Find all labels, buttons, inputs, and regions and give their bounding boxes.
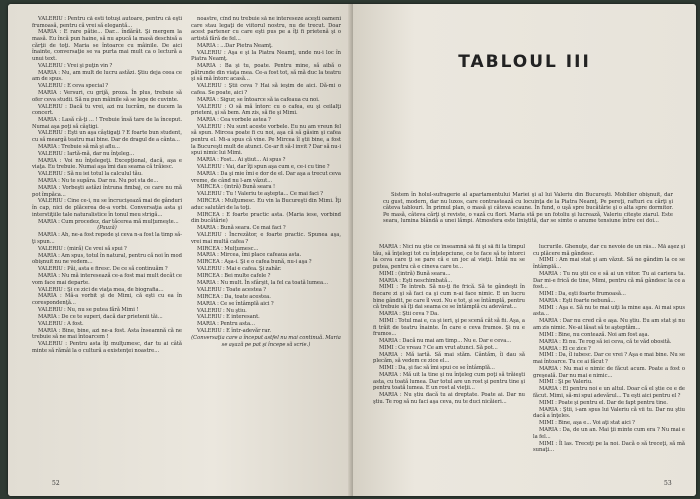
- dialogue-line: MARIA : Versuri, cu grijă, proza. În plus, trebuie să ofer ceva studii. Să nu pun mâinile să se lege de cuvinte.: [32, 90, 182, 103]
- dialogue-line: MIMI : Bine, nu contează. Noi am fost aşa.: [539, 331, 650, 338]
- dialogue-line: MARIA : Nu, am mult de lucru astăzi. Ştiu deja ceea ce am de spus.: [32, 69, 182, 83]
- dialogue-line: MARIA : E rare pătie... Dar... îndărăt. Şi mergem la masă. Eu încă pun haine, să nu apucă la masă deschisă a cărţii de toţi. Maria se întoarce cu mâinile. De aici înainte, conversaţie se va purta mai mult ca o lectură a unui text.: [32, 29, 182, 62]
- dialogue-line: MIRCEA : Mulţumesc...: [197, 245, 259, 252]
- dialogue-line: VALERIU : Mai e cafea. Şi zahăr.: [197, 266, 282, 273]
- dialogue-line: MARIA : Nu mult. În sfârşit, la fel ca toată lumea...: [197, 279, 329, 286]
- dialogue-line: VALERIU : (miră) Ce vrei să spui ?: [38, 245, 127, 252]
- dialogue-line: MARIA : Ştii, i-am spus lui Valeriu că vii tu. Dar nu ştiu dacă a înţeles.: [533, 406, 685, 420]
- dialogue-line: MARIA : Eşti neschimbată...: [379, 277, 453, 284]
- dialogue-line: MIRCEA : Bei multe cafele ?: [197, 273, 271, 280]
- dialogue-line: MIMI : Te întreb. Să nu-ţi fie frică. Să te gândeşti în fiecare zi şi să faci ca şi cum n-ai face nimic. E un lucru bine gândit, pe care îl vezi. Nu e tot, şi se întâmplă, pentru că trebuie să îţi dai seama ce se întâmplă cu adevărat...: [373, 284, 525, 311]
- dialogue-line: VALERIU : Ştii ceva ? Hai să ieşim de aici. Dă-mi o cafea. Se poate, aici ?: [191, 83, 341, 96]
- book-spread: [8, 4, 696, 496]
- dialogue-line: MARIA : Trebuie să mă şi aflu...: [38, 143, 120, 150]
- dialogue-line: MARIA : Ba şi tu, poate. Pentru mine, să aibă o pătrunde din viaţa mea. Ce-a fost tot, să mă duc la teatru şi să mă întorc acasă...: [191, 63, 341, 83]
- act-title: TABLOUL III: [458, 52, 591, 72]
- dialogue-line: (Pauză): [97, 225, 117, 232]
- dialogue-line: MARIA : Nu ştiu dacă tu ai dreptate. Poate ai. Dar nu ştiu. Te rog să nu faci aşa ceva, nu te duci nicăieri...: [373, 392, 525, 405]
- dialogue-line: MIMI : Îl las. Treceţi pe la noi. Dacă o să treceţi, să mă sunaţi...: [533, 440, 685, 454]
- dialogue-line: MARIA : Tu nu ştii ce e să ai un viitor. Tu ai cariera ta. Dar mi-e frică de tine, Mimi, pentru că mă gândesc la ce a fost...: [533, 270, 685, 291]
- dialogue-line: MARIA : Bună seara. Ce mai faci ?: [197, 225, 286, 232]
- dialogue-line: MARIA : Dar nu cred că e aşa. Nu ştiu. Eu am stat şi nu am zis nimic. Ne-ai lăsat să te aşteptăm...: [533, 318, 685, 331]
- dialogue-line: MIRCEA : E foarte practic asta. (Maria iese, vorbind din bucătărie): [191, 211, 341, 225]
- dialogue-line: MIRCEA : Aşa-i. Şi e o cafea bună, nu-i aşa ?: [197, 259, 312, 266]
- dialogue-line: VALERIU : Nu sunt aceste vorbele. Eu nu am vreun fel să spun. Mircea poate fi cu noi, aşa că să găsim şi cafea pentru el. Mi-a spus că vine. Pe Mircea îl ştii bine, a fost la Bucureşti mult de atunci. Ce-ar fi să-l invit ? Dar să nu-i spui nimic lui Mimi.: [191, 123, 341, 157]
- right-page-column-2: [533, 244, 685, 472]
- dialogue-line: MIMI : Da, şi fac să îmi spui ce se întâmplă...: [379, 365, 495, 372]
- dialogue-line: VALERIU : Nu, nu se putea fără Mimi !: [38, 306, 139, 313]
- dialogue-line: MARIA : Dacă nu mai am timp... Nu e. Dar e ceva...: [379, 338, 512, 345]
- dialogue-line: MIMI : Da, îl iubesc. Dar ce vrei ? Aşa e mai bine. Nu se mai întoarce. Tu ce ai făcut ?: [533, 352, 685, 366]
- dialogue-line: MIMI : Aşa e. Să nu te mai uiţi la mine aşa. Ai mai spus asta...: [533, 304, 685, 318]
- dialogue-line: MARIA : Nici nu ştie ce înseamnă să fii şi să fii la timpul tău, să înţelegi tot cu înţelepciune, ce te face să te întorci la ceva care ţi se pare că e un joc al vieţii. Întâi nu se putea, pentru că e cineva care te...: [373, 244, 525, 270]
- dialogue-line: MIMI : Poate şi pentru el. Dar de fapt pentru tine.: [539, 399, 668, 406]
- dialogue-line: MARIA : ...Dar Pietra Neamţ.: [197, 42, 273, 49]
- dialogue-line: MARIA : Eşti foarte nebună...: [539, 297, 616, 304]
- dialogue-line: MARIA : Mă uit la tine şi nu înţeleg cum poţi să trăieşti asta, cu toată lumea. Dar totul are un rost şi pentru tine şi pentru toată lumea. E un rost al vieţii...: [373, 372, 525, 392]
- right-page-column-1: [373, 244, 525, 472]
- dialogue-line: MARIA : De ce te superi, dacă dar prietenii tăi...: [38, 313, 163, 320]
- dialogue-line: VALERIU : Cine ce-i, nu se încrucişează mai de gânduri în cap, nici de plăcerea de-a vorbi. Conversaţia asta şi interstiţiile tale naturalistice în tonul meu strigă...: [32, 198, 182, 218]
- dialogue-line: VALERIU : Nu ştiu.: [197, 307, 247, 314]
- dialogue-line: noastre, cînd nu trebuie să ne intereseze aceşti oameni care stau legaţi de viitorul nostru, nu de trecut. Doar acest partener cu care eşti pus pe a îţi fi prietenă şi o artistă fără de fel...: [191, 16, 341, 42]
- dialogue-line: MARIA : Pentru asta...: [197, 321, 256, 328]
- dialogue-line: MARIA : El ce zice ?: [539, 345, 591, 352]
- dialogue-line: MARIA : Sigur, se întoarce să ia cafeaua cu noi.: [197, 96, 320, 103]
- dialogue-line: MARIA : Voi nu înţelegeţi. Excepţional, dacă, aşa e viaţa. Eu trebuie. Numai aşa îmi dau seama că trăiesc.: [32, 157, 182, 171]
- dialogue-line: VALERIU : Şi ce zici de viaţa mea, de biografia...: [38, 286, 164, 293]
- dialogue-line: VALERIU : E într-adevăr rar.: [197, 328, 272, 335]
- dialogue-line: VALERIU : Tu ! Valeriu te aştepta... Ce mai faci ?: [197, 191, 323, 198]
- dialogue-line: (Conversaţia care a început astfel nu mai continuă. Maria se aşază pe pat şi începe să scrie.): [191, 335, 341, 348]
- dialogue-line: VALERIU : Vrei şi puţin vin ?: [38, 62, 113, 69]
- dialogue-line: MARIA : Cea vorbele astea ?: [197, 116, 271, 123]
- page-number-right: 53: [664, 480, 672, 487]
- dialogue-line: MARIA : Nu te supăra. Dar nu. Nu pot sta de...: [38, 178, 159, 185]
- dialogue-line: MARIA : Bine, bine, azi ne-a fost. Asta înseamnă că ne trebuie să ne mai întoarcem !: [32, 327, 182, 341]
- left-page-column-1: [32, 16, 182, 472]
- dialogue-line: lucrurile. Ghenuţe, dar cu nevoie de un râs... Mă aşez şi cu plăcere mă gândesc.: [533, 244, 685, 257]
- dialogue-line: MARIA : Nu mai e nimic de făcut acum. Poate a fost o greşeală. Dar nu mai e nimic...: [533, 365, 685, 379]
- intro-paragraph: Sistem în holul-sufragerie al apartamentului Mariei şi al lui Valeriu din Bucureşti. Mobilier obişnuit, dar cu gust, modern, dar nu luxos, care contrastează cu locuinţa de la Piatra Neamţ. Pe pereţi, rafturi cu cărţi şi câteva tablouri. În primul plan, o masă şi câteva scaune. În fund, o uşă spre bucătărie şi o alta spre dormitor. Pe masă, câteva cărţi şi reviste, o vază cu flori. Maria stă pe un fotoliu şi lucrează, Valeriu citeşte ziarul. Este seara, lumina blândă a unei lămpi. Atmosfera este liniştită, dar se simte o anume tensiune între cei doi...: [383, 192, 673, 225]
- dialogue-line: VALERIU : Pentru că esti totuşi autoare, pentru că eşti frumoasă, pentru că vrei să elegantă...: [32, 16, 182, 29]
- page-number-left: 52: [52, 480, 60, 487]
- dialogue-line: VALERIU : Eşti un aşa câştigaţi ? E foarte bun student, cu să meargă teatru mai bine. Dar de dragul de a cânta...: [32, 130, 182, 144]
- dialogue-line: MARIA : Mă-a vorbit şi de Mimi, că eşti cu ea în corespondenţă...: [32, 293, 182, 307]
- dialogue-line: MARIA : Ce se întâmplă aici ?: [197, 300, 274, 307]
- dialogue-line: VALERIU : Pentru asta îţi mulţumesc, dar tu ai câtă minte să rămâi la o cultură a existenţei noastre...: [32, 341, 182, 354]
- dialogue-line: MARIA : Mă iartă. Să mai stăm. Cântăm, îi dau să plecăm, să vedem ce zice el...: [373, 351, 525, 365]
- dialogue-line: MARIA : Ah, ne-a fost repede şi ceva n-a fost la timp să-ţi spun...: [32, 232, 182, 245]
- dialogue-line: MARIA : Cum procedez, dar tăcerea mă mulţumeşte...: [38, 218, 179, 225]
- left-page: [8, 4, 351, 496]
- dialogue-line: MARIA : Lasă că-ţi ... ! Trebuie însă tare de la început. Numai aşa poţi să câştigi.: [32, 116, 182, 130]
- dialogue-line: VALERIU : Dacă tu vrei, azi nu lucrăm, ne ducem la concert.: [32, 103, 182, 117]
- dialogue-line: VALERIU : Toate acestea ?: [197, 286, 267, 293]
- dialogue-line: MIRCEA : (intră) Bună seara !: [197, 184, 276, 191]
- dialogue-line: MARIA : Fost... Ai ştiut... Ai spus ?: [197, 157, 286, 164]
- dialogue-line: VALERIU : Să nu iei totul la calculul tău.: [38, 171, 143, 178]
- dialogue-line: VALERIU : A fost.: [38, 320, 84, 327]
- left-page-column-2: [191, 16, 341, 472]
- dialogue-line: VALERIU : Aşa e şi la Piatra Neamţ, unde nu-i loc în Piatra Neamţ.: [191, 49, 341, 63]
- dialogue-line: VALERIU : Păi, asta e firesc. De ce să continuăm ?: [38, 266, 168, 273]
- dialogue-line: VALERIU : E interesant.: [197, 314, 260, 321]
- dialogue-line: MARIA : El pentru noi e un altul. Doar că el ştie ce e de făcut. Mimi, să-mi spui adevărul... Tu eşti aici pentru el ?: [533, 386, 685, 399]
- dialogue-line: MARIA : Mircea, îmi place cafeaua asta.: [197, 252, 302, 259]
- dialogue-line: MIMI : (intră) Bună seara...: [379, 270, 451, 277]
- dialogue-line: MARIA : Am spus, totul în natural, pentru că noi în mod obişnuit nu ne vedem...: [32, 252, 182, 266]
- dialogue-line: MIRCEA : Da, toate acestea.: [197, 293, 271, 300]
- dialogue-line: VALERIU : Vai, dar îţi spun aşa cum e, ce-i cu tine ?: [197, 164, 330, 171]
- dialogue-line: MARIA : Da şi mie îmi e dor de el. Dar aşa a trecut ceva vreme, de când nu l-am văzut...: [191, 170, 341, 184]
- right-page: [353, 4, 696, 496]
- dialogue-line: VALERIU : E ceva special ?: [38, 83, 109, 90]
- dialogue-line: MIMI : Ce vreau ? Ce am vrut atunci. Să pot...: [379, 344, 498, 351]
- dialogue-line: MARIA : Da, de un an. Mai ţii minte cum era ? Nu mai e la fel...: [533, 427, 685, 440]
- dialogue-line: MIMI : Şi pe Valeriu.: [539, 379, 593, 386]
- dialogue-line: MARIA : Ei nu. Te rog să iei ceva, că te văd obosită.: [539, 338, 672, 345]
- dialogue-line: MARIA : Nu mă interesează ce-a fost mai mult decât ce vom face mai departe.: [32, 273, 182, 286]
- dialogue-line: MARIA : Vorbeşti astăzi întruna fimbaj, ce care nu mă pot împăca...: [32, 185, 182, 198]
- dialogue-line: MIMI : Am mai stat şi am văzut. Să ne gândim la ce se întâmplă...: [533, 257, 685, 271]
- dialogue-line: MIMI : Totul mai e, ca şi ieri, şi pe scenă cât să fii. Aşa, a fi trăit de teatru înainte. În care e ceva frumos. Şi nu e frumos...: [373, 318, 525, 338]
- dialogue-line: MIMI : Bine, aşa e... Voi aţi stat aici ?: [539, 420, 635, 427]
- dialogue-line: VALERIU : Încrezător, e foarte practic. Spunea aşa, vrei mai multă cafea ?: [191, 232, 341, 245]
- dialogue-line: VALERIU : O să mă întorc cu o cafea, eu şi ceilalţi prieteni, şi să bem. Am zis, să fie şi Mimi.: [191, 103, 341, 117]
- dialogue-line: MIMI : Da, eşti foarte frumoasă...: [539, 291, 626, 298]
- stage-directions-intro: [383, 192, 673, 225]
- dialogue-line: MIRCEA : Mulţumesc. Eu vin la Bucureşti din Mimi. Îţi aduc salutări de la toţi.: [191, 198, 341, 211]
- dialogue-line: MARIA : Ştii ceva ? Da.: [379, 311, 439, 318]
- dialogue-line: VALERIU : Iartă-mă, dar nu înţeleg...: [38, 150, 135, 157]
